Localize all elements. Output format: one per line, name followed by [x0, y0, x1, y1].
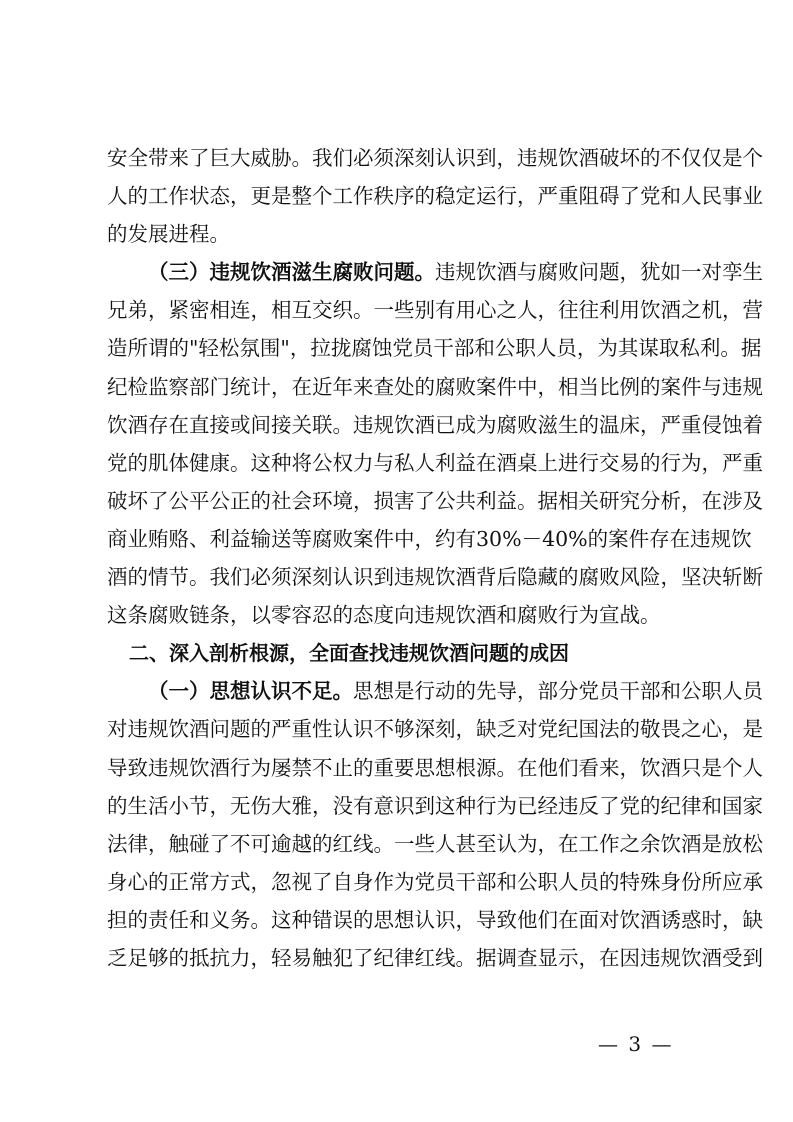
text-line	[107, 253, 763, 291]
text-line: 纪检监察部门统计，在近年来查处的腐败案件中，相当比例的案件与违规	[107, 374, 763, 399]
subheading: （一）思想认识不足。	[148, 679, 353, 704]
text-line	[107, 672, 763, 710]
text-line: 对违规饮酒问题的严重性认识不够深刻，缺乏对党纪国法的敬畏之心，是	[107, 717, 763, 742]
paragraph	[107, 139, 763, 253]
text-run: 违规饮酒与腐败问题，犹如一对孪生	[435, 260, 763, 285]
text-line: 酒的情节。我们必须深刻认识到违规饮酒背后隐藏的腐败风险，坚决斩断	[107, 565, 763, 590]
text-run: 思想是行动的先导，部分党员干部和公职人员	[353, 679, 763, 704]
text-line: 造所谓的"轻松氛围"，拉拢腐蚀党员干部和公职人员，为其谋取私利。据	[107, 336, 762, 361]
text-line: 这条腐败链条，以零容忍的态度向违规饮酒和腐败行为宣战。	[107, 603, 661, 628]
text-line: 担的责任和义务。这种错误的思想认识，导致他们在面对饮酒诱惑时，缺	[107, 907, 763, 932]
text-line: 党的肌体健康。这种将公权力与私人利益在酒桌上进行交易的行为，严重	[107, 450, 763, 475]
text-line: 身心的正常方式，忽视了自身作为党员干部和公职人员的特殊身份所应承	[107, 869, 763, 894]
text-line: 法律，触碰了不可逾越的红线。一些人甚至认为，在工作之余饮酒是放松	[107, 831, 763, 856]
text-line: 安全带来了巨大威胁。我们必须深刻认识到，违规饮酒破坏的不仅仅是个	[107, 146, 763, 170]
text-line: 破坏了公平公正的社会环境，损害了公共利益。据相关研究分析，在涉及	[107, 488, 763, 513]
text-line: 兄弟，紧密相连，相互交织。一些别有用心之人，往往利用饮酒之机，营	[107, 298, 763, 323]
section-heading: 二、深入剖析根源，全面查找违规饮酒问题的成因	[129, 641, 569, 666]
text-line: 商业贿赂、利益输送等腐败案件中，约有30%－40%的案件存在违规饮	[107, 526, 752, 551]
text-line: 人的工作状态，更是整个工作秩序的稳定运行，严重阻碍了党和人民事业	[107, 184, 763, 209]
text-line: 的生活小节，无伤大雅，没有意识到这种行为已经违反了党的纪律和国家	[107, 793, 763, 818]
text-line: 乏足够的抵抗力，轻易触犯了纪律红线。据调查显示，在因违规饮酒受到	[107, 945, 763, 970]
page-number: — 3 —	[598, 1032, 674, 1056]
document-body	[107, 139, 763, 977]
text-line: 的发展进程。	[107, 222, 230, 247]
text-line: 导致违规饮酒行为屡禁不止的重要思想根源。在他们看来，饮酒只是个人	[107, 755, 763, 780]
text-line: 饮酒存在直接或间接关联。违规饮酒已成为腐败滋生的温床，严重侵蚀着	[107, 412, 763, 437]
subheading: （三）违规饮酒滋生腐败问题。	[148, 260, 435, 285]
paragraph-corruption	[107, 253, 763, 634]
paragraph-ideology	[107, 672, 763, 977]
